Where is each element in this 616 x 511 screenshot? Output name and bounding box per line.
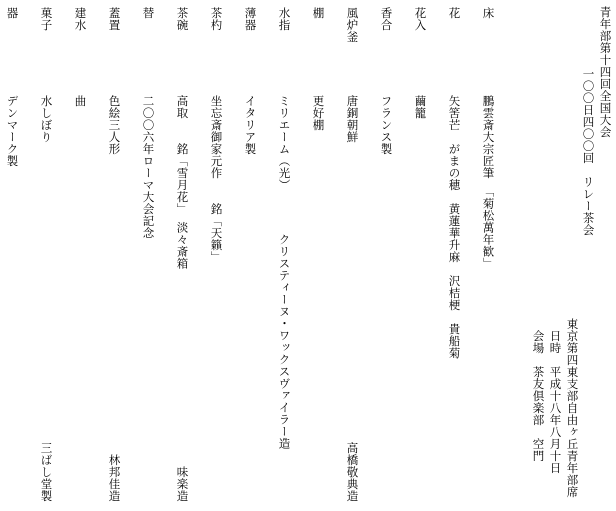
item-category: 水指 [277,7,292,31]
item-column [346,7,358,143]
event-date: 日時 平成十八年八月十日 [548,330,563,474]
item-maker: 味楽造 [175,466,190,502]
item-description: 鵬雲斎大宗匠筆 「菊松萬年歓」 [481,95,496,270]
item-maker: 三ばし堂製 [39,442,54,502]
item-column [176,7,188,269]
item-description: 更好棚 [311,95,326,131]
item-category: 菓子 [39,7,54,31]
item-description: フランス製 [379,95,394,155]
organizer: 東京第四東支部自由ヶ丘青年部席 [565,318,580,498]
item-column [414,7,426,119]
item-description: ミリエーム（光） クリスティーヌ・ワックスヴァイラー造 [277,95,292,450]
venue: 会場 茶友倶楽部 空門 [531,330,546,462]
item-column [142,7,154,239]
item-category: 茶杓 [209,7,224,31]
item-maker: 林邦佳造 [107,454,122,502]
item-category: 蓋置 [107,7,122,31]
subtitle: 一〇〇日四〇〇回 リレー茶会 [581,68,596,236]
item-description: 高取 銘「雪月花」 淡々斎箱 [175,95,190,270]
item-column [74,7,86,107]
item-category: 花 [447,7,462,19]
item-category: 薄器 [243,7,258,31]
item-description: 坐忘斎御家元作 銘「天籟」 [209,95,224,263]
item-column [244,7,256,155]
item-description: 二〇〇六年ローマ大会記念 [141,95,156,239]
item-column [380,7,392,155]
item-category: 替 [141,7,156,19]
item-category: 棚 [311,7,326,19]
item-column [108,7,120,155]
item-column [448,7,460,359]
item-category: 風炉釜 [345,7,360,43]
item-description: 矢筈芒 がまの穂 黄蓮華升麻 沢桔梗 貴船菊 [447,95,462,359]
item-column [482,7,494,269]
item-description: イタリア製 [243,95,258,155]
item-description: デンマーク製 [5,95,20,167]
item-column [278,7,290,449]
item-category: 香合 [379,7,394,31]
item-category: 茶碗 [175,7,190,31]
item-category: 建水 [73,7,88,31]
item-category: 器 [5,7,20,19]
item-maker: 高橋敬典造 [345,442,360,502]
item-column [40,7,52,143]
item-category: 床 [481,7,496,19]
title: 青年部第十四回全国大会 [598,6,613,138]
item-category: 花入 [413,7,428,31]
item-description: 唐銅朝鮮 [345,95,360,143]
item-description: 色絵三人形 [107,95,122,155]
item-description: 水しぼり [39,95,54,143]
item-column [210,7,222,263]
item-column [6,7,18,167]
item-description: 曲 [73,95,88,107]
item-description: 繭籠 [413,95,428,119]
item-column [312,7,324,131]
